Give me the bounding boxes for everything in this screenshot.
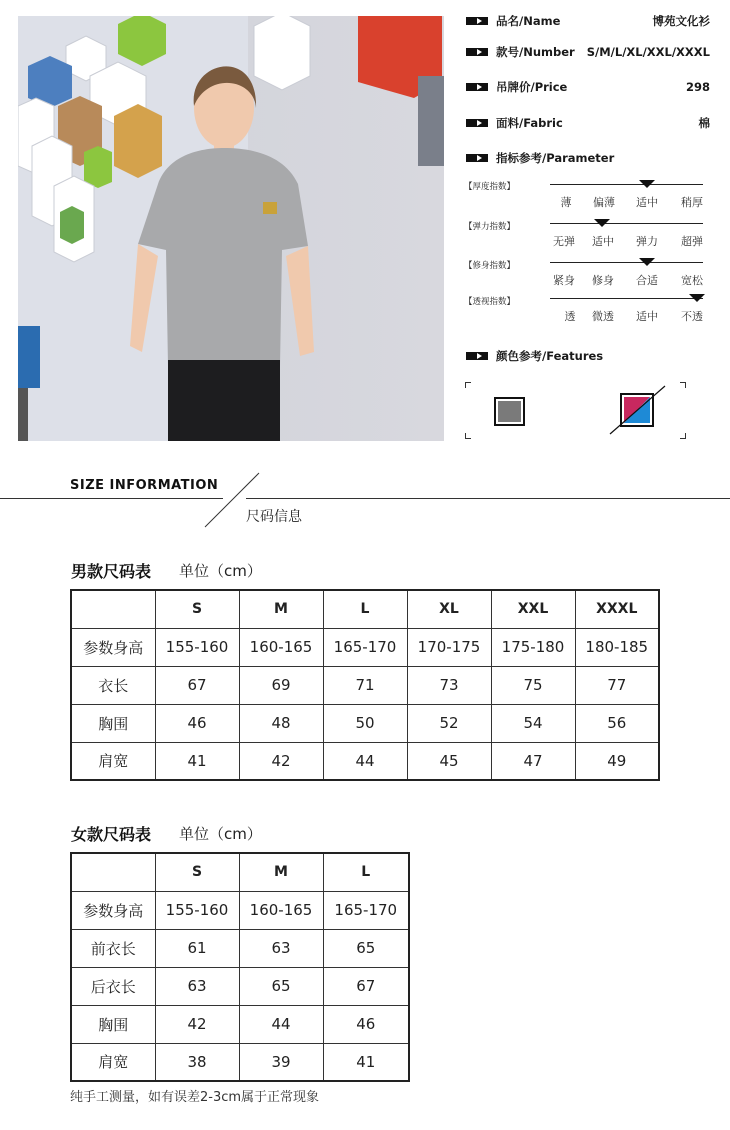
param-opacity-pointer-icon [689,294,705,302]
blocked-swatch-icon [608,384,668,436]
table-row [71,628,659,666]
table-cell: 63 [155,967,239,1005]
table-header-cell: M [239,853,323,891]
table-header-cell: S [155,590,239,628]
table-cell: 41 [155,742,239,780]
table-cell: 44 [323,742,407,780]
table-cell: 165-170 [323,628,407,666]
table-header-row [71,853,409,891]
table-cell: 胸围 [71,704,155,742]
table-cell: 41 [323,1043,409,1081]
spec-parameter-row [466,150,710,166]
param-thickness-option: 偏薄 [593,196,615,209]
table-cell: 参数身高 [71,891,155,929]
arrow-marker-icon [466,48,488,56]
size-info-title: SIZE INFORMATION [70,478,219,493]
param-fit-scale [550,262,703,263]
param-elasticity-option: 无弹 [553,235,575,248]
table-cell: 155-160 [155,891,239,929]
table-cell: 44 [239,1005,323,1043]
spec-price-value: 298 [685,80,710,94]
product-photo [18,16,444,441]
param-fit-option: 合适 [636,274,658,287]
param-elasticity-name: 【弹力指数】 [464,222,516,232]
spec-fabric-value: 棉 [698,116,710,130]
param-opacity-scale [550,298,703,299]
table-cell: 52 [407,704,491,742]
param-fit-name: 【修身指数】 [464,261,516,271]
table-cell: 67 [323,967,409,1005]
table-row [71,704,659,742]
table-header-cell: L [323,853,409,891]
table-cell: 71 [323,666,407,704]
women-table-unit: 单位（cm） [179,825,262,843]
table-cell: 175-180 [491,628,575,666]
table-row [71,1005,409,1043]
spec-fabric-label: 面料/Fabric [496,116,563,130]
color-swatch-gray[interactable] [494,397,525,430]
table-row [71,967,409,1005]
table-header-cell: M [239,590,323,628]
men-size-table [70,589,660,781]
table-header-cell: L [323,590,407,628]
spec-number-value: S/M/L/XL/XXL/XXXL [586,45,710,59]
param-opacity-option: 适中 [636,310,658,323]
param-opacity-option: 微透 [592,310,614,323]
table-header-cell [71,590,155,628]
table-cell: 65 [239,967,323,1005]
spec-name-label: 品名/Name [496,14,561,28]
measurement-note: 纯手工测量，如有误差2-3cm属于正常现象 [70,1090,320,1105]
table-cell: 参数身高 [71,628,155,666]
table-row [71,929,409,967]
table-cell: 47 [491,742,575,780]
table-cell: 75 [491,666,575,704]
param-thickness-name: 【厚度指数】 [464,182,516,192]
table-cell: 45 [407,742,491,780]
spec-features-row [466,348,710,364]
size-info-subtitle: 尺码信息 [246,509,302,525]
spec-name-row [466,13,710,29]
table-header-row [71,590,659,628]
gray-swatch-icon [494,397,525,426]
table-cell: 54 [491,704,575,742]
men-table-title: 男款尺码表 [71,562,152,581]
table-cell: 170-175 [407,628,491,666]
arrow-marker-icon [466,352,488,360]
spec-number-label: 款号/Number [496,45,575,59]
param-elasticity-scale [550,223,703,224]
param-thickness-option: 稍厚 [681,196,703,209]
table-cell: 前衣长 [71,929,155,967]
param-elasticity-option: 超弹 [681,235,703,248]
table-cell: 63 [239,929,323,967]
frame-corner-icon [465,433,471,439]
table-cell: 165-170 [323,891,409,929]
table-cell: 67 [155,666,239,704]
table-header-cell [71,853,155,891]
arrow-marker-icon [466,83,488,91]
param-fit-option: 紧身 [553,274,575,287]
table-cell: 160-165 [239,628,323,666]
param-opacity-name: 【透视指数】 [464,297,516,307]
header-divider-right [246,498,730,499]
table-row [71,891,409,929]
frame-corner-icon [680,382,686,388]
table-cell: 73 [407,666,491,704]
table-cell: 42 [239,742,323,780]
param-elasticity-option: 弹力 [636,235,658,248]
table-row [71,1043,409,1081]
table-cell: 50 [323,704,407,742]
param-fit-pointer-icon [639,258,655,266]
table-cell: 180-185 [575,628,659,666]
param-fit-option: 修身 [592,274,614,287]
table-header-cell: XXXL [575,590,659,628]
spec-price-row [466,79,710,95]
param-thickness-scale [550,184,703,185]
men-table-unit: 单位（cm） [179,562,262,580]
table-cell: 155-160 [155,628,239,666]
women-size-table [70,852,410,1082]
spec-name-value: 博苑文化衫 [652,14,710,28]
arrow-marker-icon [466,154,488,162]
param-thickness-option: 薄 [560,196,572,209]
table-header-cell: XL [407,590,491,628]
table-header-cell: S [155,853,239,891]
spec-features-label: 颜色参考/Features [496,349,604,363]
table-cell: 77 [575,666,659,704]
color-swatch-blocked[interactable] [608,384,668,440]
spec-price-label: 吊牌价/Price [496,80,568,94]
table-cell: 61 [155,929,239,967]
table-cell: 胸围 [71,1005,155,1043]
spec-parameter-label: 指标参考/Parameter [496,151,615,165]
table-cell: 69 [239,666,323,704]
param-elasticity-pointer-icon [594,219,610,227]
table-cell: 肩宽 [71,742,155,780]
frame-corner-icon [680,433,686,439]
table-cell: 衣长 [71,666,155,704]
table-cell: 49 [575,742,659,780]
model-photo-illustration [18,16,444,441]
table-row [71,666,659,704]
header-divider-left [0,498,223,499]
table-cell: 42 [155,1005,239,1043]
param-opacity-option: 不透 [681,310,703,323]
table-cell: 65 [323,929,409,967]
table-cell: 39 [239,1043,323,1081]
table-cell: 56 [575,704,659,742]
frame-corner-icon [465,382,471,388]
women-table-title: 女款尺码表 [71,825,152,844]
param-thickness-option: 适中 [636,196,658,209]
spec-fabric-row [466,115,710,131]
param-thickness-pointer-icon [639,180,655,188]
spec-number-row [466,44,710,60]
arrow-marker-icon [466,17,488,25]
param-fit-option: 宽松 [681,274,703,287]
table-cell: 48 [239,704,323,742]
table-cell: 46 [323,1005,409,1043]
table-cell: 肩宽 [71,1043,155,1081]
param-elasticity-option: 适中 [592,235,614,248]
arrow-marker-icon [466,119,488,127]
table-cell: 46 [155,704,239,742]
table-cell: 后衣长 [71,967,155,1005]
table-row [71,742,659,780]
table-cell: 160-165 [239,891,323,929]
param-opacity-option: 透 [564,310,576,323]
table-cell: 38 [155,1043,239,1081]
table-header-cell: XXL [491,590,575,628]
